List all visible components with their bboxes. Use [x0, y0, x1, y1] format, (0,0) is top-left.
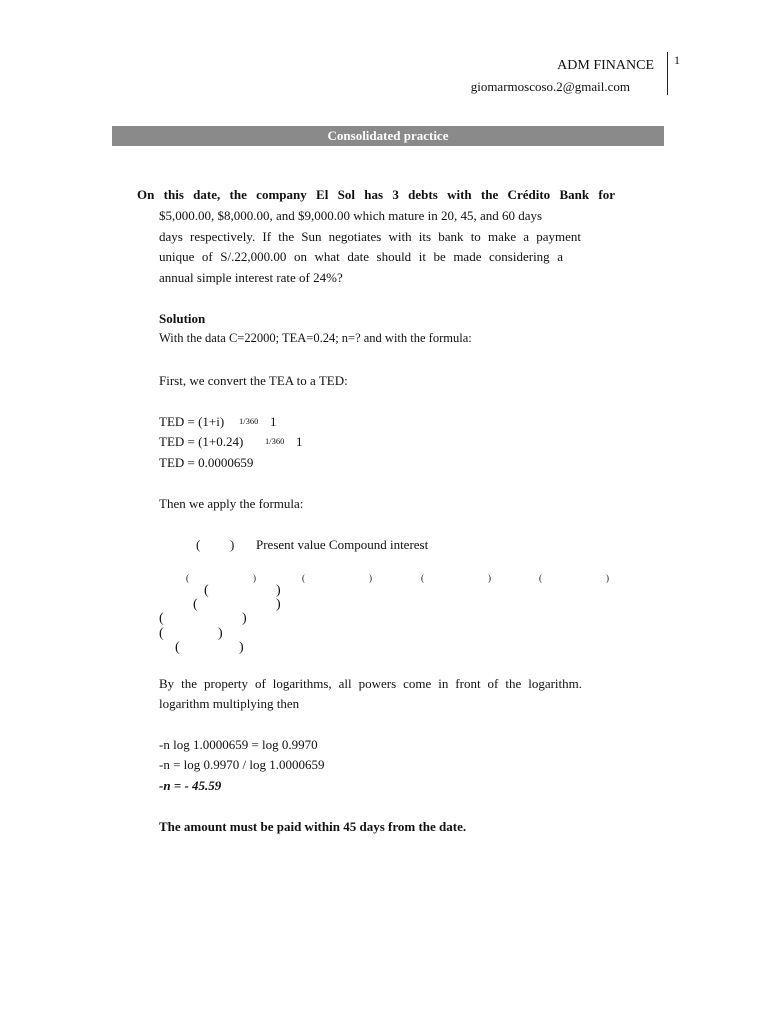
eq-paren: ( [186, 573, 189, 583]
eq-paren: ( [175, 640, 180, 655]
log-line-1: By the property of logarithms, all powers come in front of the logarithm. [159, 676, 582, 691]
formula-paren-open: ( [196, 537, 201, 552]
eq-paren: ) [253, 573, 256, 583]
eq-paren: ) [239, 640, 244, 655]
section-banner: Consolidated practice [112, 126, 664, 146]
eq-paren: ) [276, 597, 281, 612]
apply-line: Then we apply the formula: [159, 496, 304, 511]
formula-label: Present value Compound interest [256, 537, 429, 552]
ted-substituted-main: TED = (1+0.24) [159, 434, 244, 449]
equation-1: -n log 1.0000659 = log 0.9970 [159, 737, 318, 752]
equation-2: -n = log 0.9970 / log 1.0000659 [159, 757, 325, 772]
ted-formula-main: TED = (1+i) [159, 414, 225, 429]
eq-paren: ( [159, 611, 164, 626]
eq-paren: ) [606, 573, 609, 583]
log-line-2: logarithm multiplying then [159, 696, 300, 711]
eq-paren: ) [276, 583, 281, 598]
eq-paren: ) [488, 573, 491, 583]
problem-line-1: On this date, the company El Sol has 3 debts with the Crédito Bank for [137, 187, 615, 202]
solution-heading: Solution [159, 311, 206, 326]
ted-formula-exponent: 1/360 [239, 416, 259, 426]
eq-paren: ( [159, 626, 164, 641]
eq-paren: ( [539, 573, 542, 583]
convert-line: First, we convert the TEA to a TED: [159, 373, 348, 388]
eq-paren: ( [204, 583, 209, 598]
eq-paren: ( [193, 597, 198, 612]
eq-paren: ) [218, 626, 223, 641]
header-email: giomarmoscoso.2@gmail.com [470, 79, 630, 94]
ted-substituted-tail: 1 [296, 434, 303, 449]
ted-substituted-exponent: 1/360 [265, 436, 285, 446]
problem-line-4: unique of S/.22,000.00 on what date should it be made considering a [159, 249, 563, 264]
problem-line-5: annual simple interest rate of 24%? [159, 270, 343, 285]
header-divider [667, 52, 668, 95]
equation-result: -n = - 45.59 [159, 778, 222, 793]
eq-paren: ( [421, 573, 424, 583]
ted-formula-tail: 1 [270, 414, 277, 429]
problem-line-3: days respectively. If the Sun negotiates with its bank to make a payment [159, 229, 581, 244]
eq-paren: ( [302, 573, 305, 583]
conclusion: The amount must be paid within 45 days from the date. [159, 819, 467, 834]
formula-paren-close: ) [230, 537, 235, 552]
data-line: With the data C=22000; TEA=0.24; n=? and with the formula: [159, 331, 472, 345]
eq-paren: ) [369, 573, 372, 583]
page-number: 1 [674, 53, 680, 67]
eq-paren: ) [242, 611, 247, 626]
problem-line-2: $5,000.00, $8,000.00, and $9,000.00 which mature in 20, 45, and 60 days [159, 208, 543, 223]
header-title: ADM FINANCE [557, 58, 654, 73]
ted-result: TED = 0.0000659 [159, 455, 254, 470]
